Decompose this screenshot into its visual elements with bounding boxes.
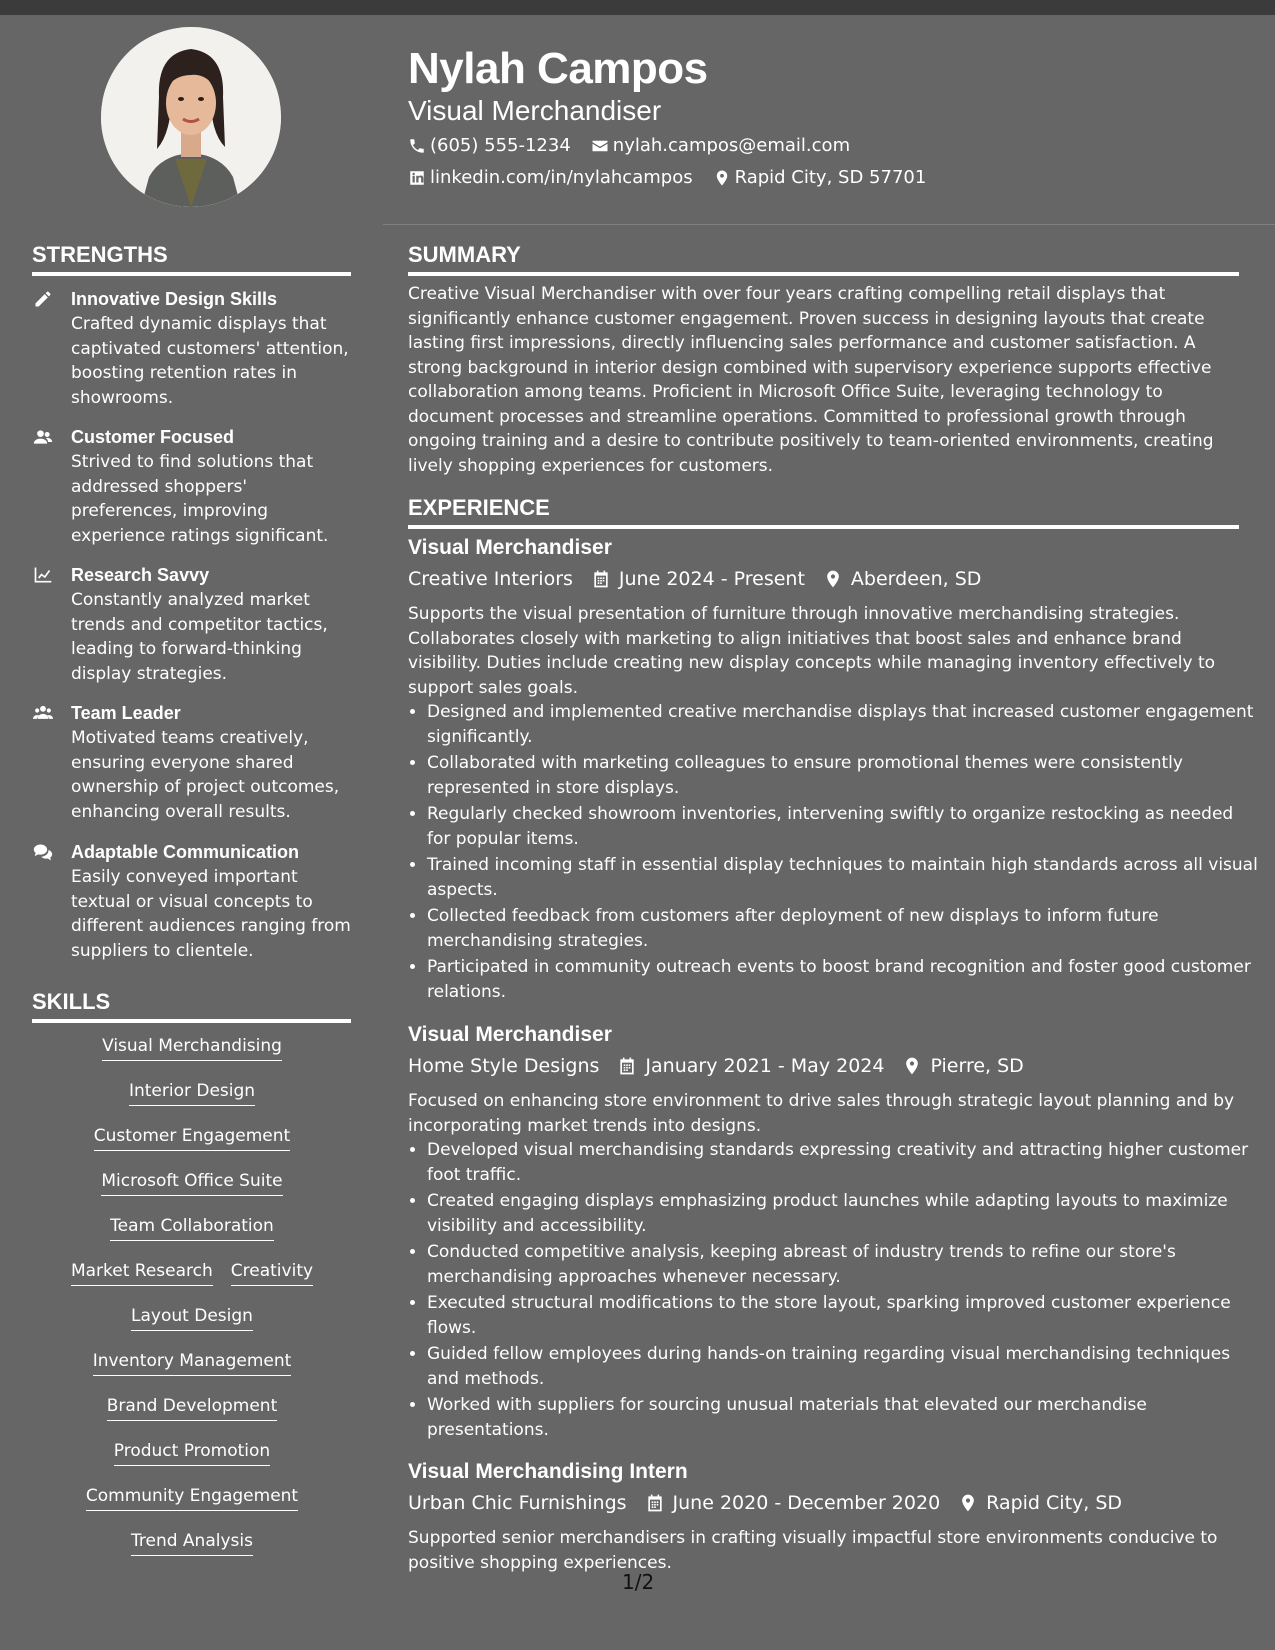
profile-photo — [101, 27, 281, 207]
calendar-icon — [591, 569, 611, 589]
list-item: • Created engaging displays emphasizing product launches while adapting layouts to maximize visibility and accessibility. — [427, 1189, 1259, 1238]
job-description: Supported senior merchandisers in crafting visually impactful store environments conducive to positive shopping experiences. — [408, 1528, 1218, 1573]
strength-title: Team Leader — [71, 703, 181, 723]
list-item: • Developed visual merchandising standards expressing creativity and attracting higher customer foot traffic. — [427, 1138, 1259, 1187]
job-meta — [408, 566, 981, 592]
contact-row-2 — [408, 166, 946, 190]
strength-desc: Crafted dynamic displays that captivated customers' attention, boosting retention rates in showrooms. — [71, 314, 349, 408]
map-pin-icon — [823, 569, 843, 589]
strength-desc: Constantly analyzed market trends and competitor tactics, leading to forward-thinking display strategies. — [71, 590, 328, 684]
envelope-icon — [591, 137, 609, 155]
phone-text: (605) 555-1234 — [430, 135, 571, 156]
skill-tag: Brand Development — [107, 1395, 277, 1421]
skill-tag: Inventory Management — [93, 1350, 292, 1376]
users-icon — [32, 427, 56, 447]
map-pin-icon — [713, 169, 731, 187]
job-bullets — [408, 1138, 1259, 1444]
pencil-icon — [32, 289, 56, 309]
list-item: • Guided fellow employees during hands-on training regarding visual merchandising techniques and methods. — [427, 1342, 1259, 1391]
job-company: Home Style Designs — [408, 1055, 600, 1077]
list-item: • Participated in community outreach events to boost brand recognition and foster good customer relations. — [427, 955, 1259, 1004]
skill-tag: Creativity — [231, 1260, 313, 1286]
phone-icon — [408, 137, 426, 155]
chart-line-icon — [32, 565, 56, 585]
skill-tag: Interior Design — [129, 1080, 255, 1106]
experience-heading: EXPERIENCE — [408, 494, 1239, 529]
header-divider — [383, 224, 1275, 225]
skills-heading: SKILLS — [32, 988, 351, 1023]
skill-tag: Microsoft Office Suite — [101, 1170, 282, 1196]
job-company: Creative Interiors — [408, 568, 573, 590]
page-number: 1/2 — [622, 1570, 655, 1594]
calendar-icon — [645, 1493, 665, 1513]
comments-icon — [32, 842, 56, 862]
phone-contact — [408, 134, 571, 158]
team-icon — [32, 703, 56, 723]
strength-desc: Strived to find solutions that addressed shoppers' preferences, improving experience ratings significant. — [71, 452, 329, 546]
location-contact — [713, 166, 927, 190]
skill-tag: Team Collaboration — [110, 1215, 274, 1241]
linkedin-contact[interactable] — [408, 166, 693, 190]
skill-tag: Layout Design — [131, 1305, 253, 1331]
list-item: • Worked with suppliers for sourcing unusual materials that elevated our merchandise presentations. — [427, 1393, 1259, 1442]
list-item: • Executed structural modifications to the store layout, sparking improved customer experience flows. — [427, 1291, 1259, 1340]
strengths-heading: STRENGTHS — [32, 241, 351, 276]
list-item: • Collected feedback from customers after deployment of new displays to inform future merchandising strategies. — [427, 904, 1259, 953]
skill-tag: Community Engagement — [86, 1485, 298, 1511]
job-location: Pierre, SD — [930, 1055, 1024, 1077]
job-location: Rapid City, SD — [986, 1492, 1123, 1514]
strength-desc: Motivated teams creatively, ensuring everyone shared ownership of project outcomes, enhancing overall results. — [71, 728, 340, 822]
summary-heading: SUMMARY — [408, 241, 1239, 276]
skill-tag: Customer Engagement — [94, 1125, 290, 1151]
job-dates: January 2021 - May 2024 — [645, 1055, 885, 1077]
skill-tag: Visual Merchandising — [102, 1035, 282, 1061]
list-item: • Trained incoming staff in essential display techniques to maintain high standards across all visual aspects. — [427, 853, 1259, 902]
job-title: Visual Merchandiser — [408, 536, 612, 559]
candidate-title: Visual Merchandiser — [408, 95, 662, 126]
strength-title: Research Savvy — [71, 565, 210, 585]
strength-desc: Easily conveyed important textual or visual concepts to different audiences ranging from suppliers to clientele. — [71, 867, 351, 961]
list-item: • Collaborated with marketing colleagues to ensure promotional themes were consistently represented in store displays. — [427, 751, 1259, 800]
map-pin-icon — [958, 1493, 978, 1513]
location-text: Rapid City, SD 57701 — [734, 167, 927, 188]
list-item: • Designed and implemented creative merchandise displays that increased customer engagement significantly. — [427, 700, 1259, 749]
job-dates: June 2020 - December 2020 — [672, 1492, 941, 1514]
job-title: Visual Merchandising Intern — [408, 1460, 688, 1483]
strength-title: Innovative Design Skills — [71, 289, 278, 309]
job-meta — [408, 1053, 1024, 1079]
job-title: Visual Merchandiser — [408, 1023, 612, 1046]
candidate-name: Nylah Campos — [408, 44, 708, 93]
email-contact[interactable] — [591, 134, 850, 158]
skill-tag: Trend Analysis — [131, 1530, 253, 1556]
summary-text: Creative Visual Merchandiser with over four years crafting compelling retail displays that significantly enhance customer engagement. Proven success in designing layouts that create lasting first impressions, directly influencing sales performance and customer satisfaction. A strong background in interior design combined with supervisory experience supports effective collaboration among teams. Proficient in Microsoft Office Suite, leveraging technology to document processes and streamline operations. Committed to professional growth through ongoing training and a desire to contribute positively to team-oriented environments, creating lively shopping experiences for customers. — [408, 284, 1214, 476]
strength-title: Adaptable Communication — [71, 842, 300, 862]
strength-title: Customer Focused — [71, 427, 235, 447]
job-dates: June 2024 - Present — [618, 568, 805, 590]
list-item: • Regularly checked showroom inventories, intervening swiftly to organize restocking as needed for popular items. — [427, 802, 1259, 851]
job-description: Supports the visual presentation of furniture through innovative merchandising strategies. Collaborates closely with marketing to align initiatives that boost sales and enhance brand visibility. Duties include creating new display concepts while managing inventory effectively to support sales goals. — [408, 604, 1216, 698]
contact-row-1 — [408, 134, 870, 158]
map-pin-icon — [902, 1056, 922, 1076]
skill-tag: Market Research — [71, 1260, 213, 1286]
job-location: Aberdeen, SD — [850, 568, 982, 590]
job-bullets — [408, 700, 1259, 1006]
linkedin-link[interactable]: linkedin.com/in/nylahcampos — [430, 167, 693, 188]
job-company: Urban Chic Furnishings — [408, 1492, 627, 1514]
email-link[interactable]: nylah.campos@email.com — [612, 135, 851, 156]
list-item: • Conducted competitive analysis, keeping abreast of industry trends to refine our store's merchandising approaches whenever necessary. — [427, 1240, 1259, 1289]
top-bar — [0, 0, 1275, 15]
calendar-icon — [617, 1056, 637, 1076]
job-meta — [408, 1490, 1122, 1516]
skill-tag: Product Promotion — [114, 1440, 270, 1466]
job-description: Focused on enhancing store environment to drive sales through strategic layout planning and by incorporating market trends into designs. — [408, 1091, 1235, 1136]
linkedin-icon — [408, 169, 426, 187]
skills-list — [32, 1035, 352, 1575]
